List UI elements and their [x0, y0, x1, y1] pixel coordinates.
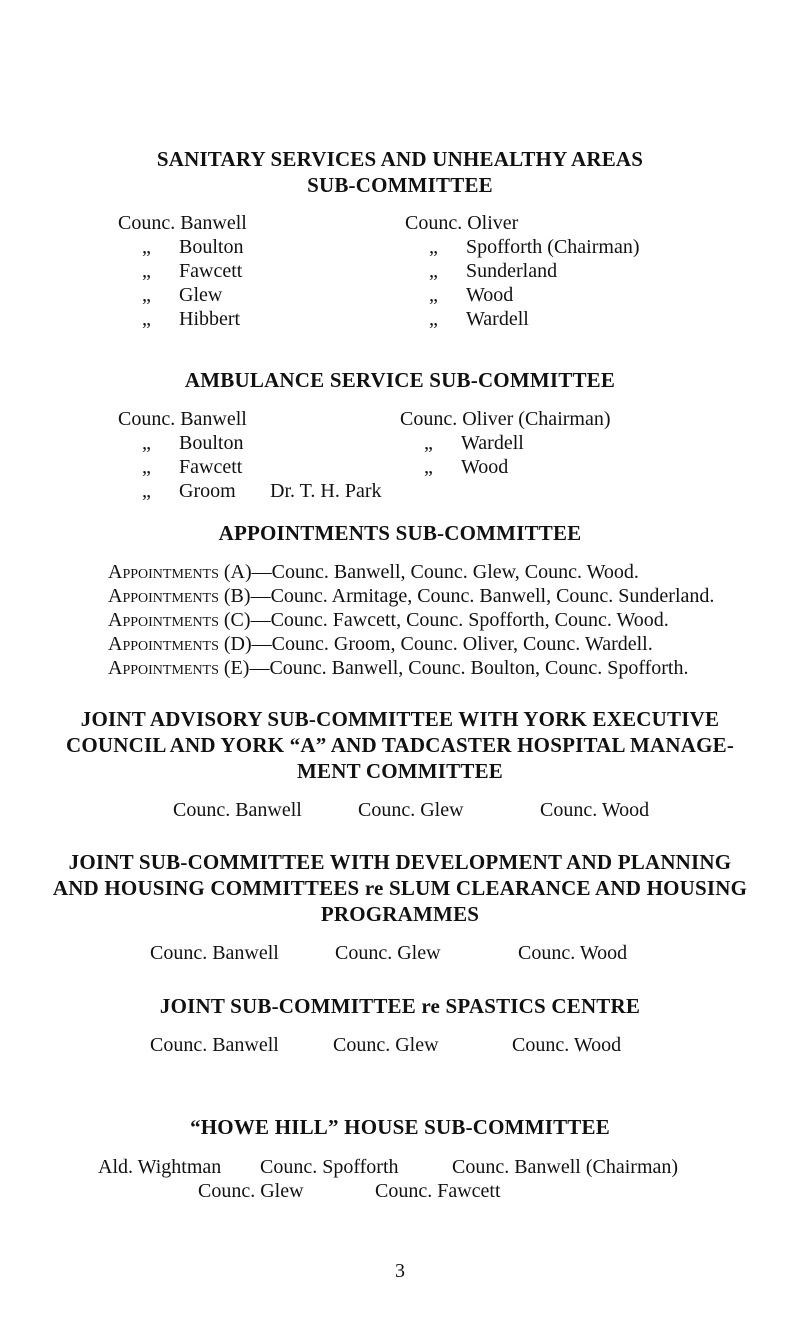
member-name: Boulton — [179, 236, 244, 258]
member-name: Fawcett — [179, 260, 243, 282]
sanitary-right-members — [405, 211, 640, 331]
member-name: Counc. Wood — [540, 799, 650, 821]
appointments-title: APPOINTMENTS SUB-COMMITTEE — [218, 521, 582, 545]
member-entry — [400, 407, 611, 431]
ditto-mark: „ — [142, 260, 151, 282]
ditto-mark: „ — [424, 456, 433, 478]
member-name: Counc. Spofforth — [260, 1156, 399, 1178]
appointment-line — [108, 632, 653, 656]
appointment-label: Appointments (E) — [108, 657, 250, 679]
member-name: Counc. Banwell — [150, 1034, 279, 1056]
ditto-mark: „ — [429, 284, 438, 306]
appointment-line — [108, 560, 639, 584]
member-name: Counc. Banwell — [118, 212, 247, 234]
ditto-mark: „ — [142, 284, 151, 306]
member-entry — [118, 259, 247, 283]
joint-development-title-line2: AND HOUSING COMMITTEES re SLUM CLEARANCE AND HOUSING — [52, 876, 748, 900]
appointment-members: —Counc. Banwell, Counc. Glew, Counc. Wood. — [251, 561, 639, 583]
member-name: Ald. Wightman — [98, 1156, 222, 1178]
member-entry — [118, 455, 247, 479]
member-entry — [400, 431, 611, 455]
spastics-title: JOINT SUB-COMMITTEE re SPASTICS CENTRE — [159, 994, 641, 1018]
member-entry — [405, 307, 640, 331]
member-name: Counc. Banwell (Chairman) — [452, 1156, 679, 1178]
sanitary-left-members — [118, 211, 247, 331]
joint-advisory-title-line1: JOINT ADVISORY SUB-COMMITTEE WITH YORK EXECUTIVE — [80, 707, 720, 731]
joint-advisory-title-line2: COUNCIL AND YORK “A” AND TADCASTER HOSPITAL MANAGE- — [65, 733, 735, 757]
ambulance-title: AMBULANCE SERVICE SUB-COMMITTEE — [184, 368, 616, 392]
appointment-line — [108, 584, 714, 608]
ditto-mark: „ — [142, 432, 151, 454]
appointment-members: —Counc. Armitage, Counc. Banwell, Counc. Sunderland. — [250, 585, 715, 607]
appointment-label: Appointments (A) — [108, 561, 252, 583]
member-name: Fawcett — [179, 456, 243, 478]
member-name: Wardell — [466, 308, 529, 330]
ditto-mark: „ — [142, 236, 151, 258]
member-entry — [118, 283, 247, 307]
member-entry — [118, 307, 247, 331]
member-name: Counc. Wood — [512, 1034, 622, 1056]
member-name: Groom — [179, 480, 236, 502]
member-name: Hibbert — [179, 308, 241, 330]
ambulance-extra-member: Dr. T. H. Park — [270, 480, 382, 502]
member-name: Counc. Glew — [333, 1034, 439, 1056]
member-entry — [405, 211, 640, 235]
appointment-members: —Counc. Fawcett, Counc. Spofforth, Counc. Wood. — [250, 609, 669, 631]
member-entry — [118, 407, 247, 431]
joint-development-title-line3: PROGRAMMES — [320, 902, 480, 926]
page-number: 3 — [395, 1260, 405, 1282]
appointment-line — [108, 608, 669, 632]
member-name: Counc. Banwell — [173, 799, 302, 821]
ditto-mark: „ — [429, 260, 438, 282]
member-name: Wood — [466, 284, 514, 306]
member-name: Counc. Banwell — [118, 408, 247, 430]
member-entry — [400, 455, 611, 479]
member-name: Spofforth (Chairman) — [466, 236, 640, 258]
sanitary-title-line1: SANITARY SERVICES AND UNHEALTHY AREAS — [156, 147, 644, 171]
member-name: Glew — [179, 284, 223, 306]
ditto-mark: „ — [429, 308, 438, 330]
member-entry — [405, 235, 640, 259]
ditto-mark: „ — [429, 236, 438, 258]
appointment-line — [108, 656, 689, 680]
member-name: Counc. Glew — [358, 799, 464, 821]
ditto-mark: „ — [424, 432, 433, 454]
joint-development-title-line1: JOINT SUB-COMMITTEE WITH DEVELOPMENT AND PLANNING — [68, 850, 732, 874]
appointment-members: —Counc. Groom, Counc. Oliver, Counc. Wardell. — [251, 633, 653, 655]
member-entry — [118, 235, 247, 259]
howe-hill-title: “HOWE HILL” HOUSE SUB-COMMITTEE — [190, 1115, 610, 1139]
member-name: Counc. Banwell — [150, 942, 279, 964]
appointment-members: —Counc. Banwell, Counc. Boulton, Counc. Spofforth. — [249, 657, 689, 679]
appointment-label: Appointments (D) — [108, 633, 252, 655]
ambulance-left-members — [118, 407, 247, 503]
ditto-mark: „ — [142, 480, 151, 502]
sanitary-title-line2: SUB-COMMITTEE — [307, 173, 493, 197]
appointment-label: Appointments (C) — [108, 609, 251, 631]
member-name: Counc. Glew — [335, 942, 441, 964]
member-entry — [118, 211, 247, 235]
member-name: Counc. Oliver (Chairman) — [400, 408, 611, 430]
member-name: Counc. Fawcett — [375, 1180, 501, 1202]
member-entry — [118, 431, 247, 455]
member-name: Counc. Oliver — [405, 212, 519, 234]
ditto-mark: „ — [142, 308, 151, 330]
member-name: Wood — [461, 456, 509, 478]
member-entry — [405, 259, 640, 283]
member-name: Counc. Wood — [518, 942, 628, 964]
ditto-mark: „ — [142, 456, 151, 478]
appointment-label: Appointments (B) — [108, 585, 251, 607]
joint-advisory-title-line3: MENT COMMITTEE — [296, 759, 503, 783]
member-name: Boulton — [179, 432, 244, 454]
member-name: Sunderland — [466, 260, 558, 282]
member-entry — [405, 283, 640, 307]
ambulance-right-members — [400, 407, 611, 479]
member-name: Wardell — [461, 432, 524, 454]
member-name: Counc. Glew — [198, 1180, 304, 1202]
member-entry — [118, 479, 247, 503]
